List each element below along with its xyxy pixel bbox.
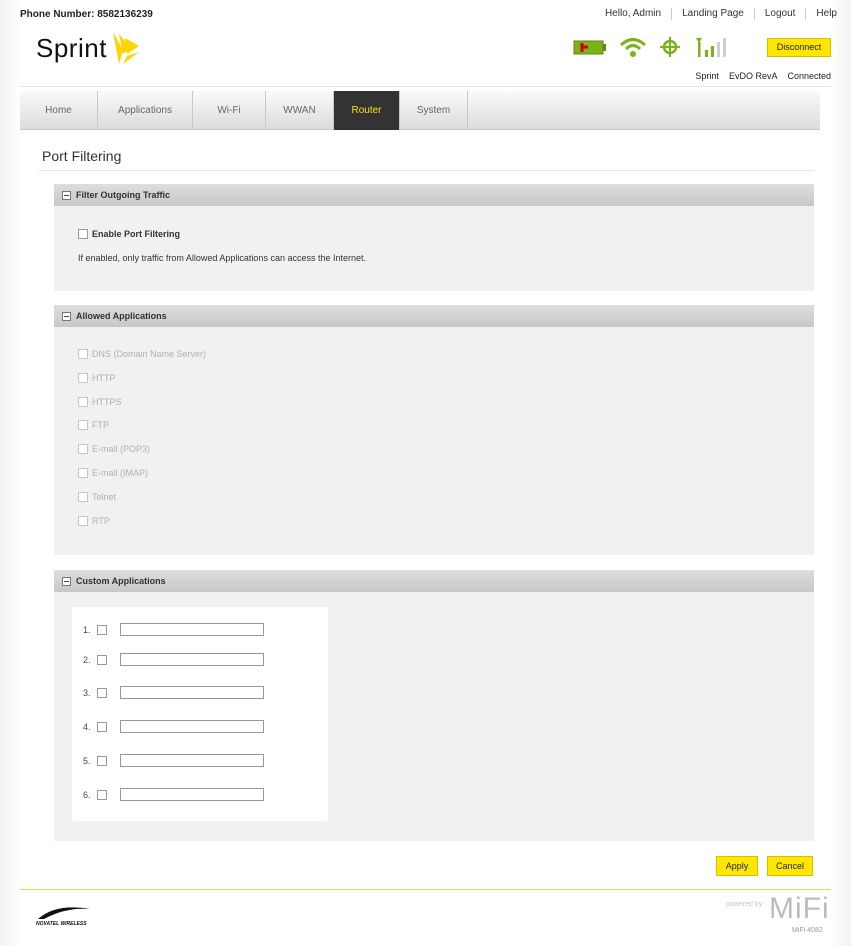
status-icons	[573, 36, 745, 58]
app-https-row	[78, 397, 122, 407]
row-number: 4.	[83, 721, 91, 732]
custom-input-6[interactable]	[120, 788, 264, 801]
custom-checkbox-2[interactable]	[97, 655, 107, 665]
disconnect-button[interactable]: Disconnect	[767, 38, 831, 57]
collapse-icon[interactable]	[62, 312, 71, 321]
custom-checkbox-4[interactable]	[97, 722, 107, 732]
app-http-checkbox[interactable]	[78, 373, 88, 383]
row-number: 3.	[83, 687, 91, 698]
allowed-applications-section	[54, 305, 814, 555]
app-dns-row	[78, 349, 206, 359]
enable-port-filtering-row	[78, 229, 180, 239]
custom-row-3	[83, 686, 264, 699]
app-rtp-row	[78, 516, 110, 526]
collapse-icon[interactable]	[62, 577, 71, 586]
sprint-logo	[36, 30, 141, 66]
phone-number: Phone Number: 8582136239	[20, 9, 153, 20]
custom-checkbox-5[interactable]	[97, 756, 107, 766]
app-label: FTP	[92, 420, 109, 430]
connection-state: Connected	[787, 71, 831, 81]
wifi-icon	[619, 36, 647, 58]
custom-input-3[interactable]	[120, 686, 264, 699]
section-title: Filter Outgoing Traffic	[76, 190, 170, 200]
custom-applications-box	[72, 607, 328, 821]
app-telnet-row	[78, 492, 116, 502]
tab-wifi[interactable]: Wi-Fi	[193, 91, 266, 130]
section-title: Custom Applications	[76, 576, 166, 586]
custom-row-5	[83, 754, 264, 767]
filter-description: If enabled, only traffic from Allowed Applications can access the Internet.	[78, 253, 366, 263]
filter-outgoing-header[interactable]	[54, 184, 814, 206]
custom-input-1[interactable]	[120, 623, 264, 636]
app-https-checkbox[interactable]	[78, 397, 88, 407]
gps-icon	[659, 36, 681, 58]
app-ftp-checkbox[interactable]	[78, 420, 88, 430]
app-label: HTTP	[92, 373, 116, 383]
custom-row-6	[83, 788, 264, 801]
row-number: 6.	[83, 789, 91, 800]
app-imap-checkbox[interactable]	[78, 468, 88, 478]
signal-icon	[693, 36, 733, 58]
tab-wwan[interactable]: WWAN	[266, 91, 334, 130]
header-divider	[20, 86, 831, 87]
app-label: E-mail (POP3)	[92, 444, 151, 454]
novatel-logo-text: NOVATEL WIRELESS	[36, 921, 87, 927]
app-dns-checkbox[interactable]	[78, 349, 88, 359]
greeting: Hello, Admin	[604, 8, 662, 19]
top-bar	[0, 0, 851, 26]
battery-icon	[573, 38, 607, 56]
custom-row-2	[83, 653, 264, 666]
app-ftp-row	[78, 420, 109, 430]
row-number: 1.	[83, 624, 91, 635]
logo-text: Sprint	[36, 32, 107, 63]
app-label: RTP	[92, 516, 110, 526]
app-label: E-mail (IMAP)	[92, 468, 148, 478]
custom-checkbox-1[interactable]	[97, 625, 107, 635]
app-imap-row	[78, 468, 148, 478]
top-links	[595, 8, 847, 20]
custom-row-4	[83, 720, 264, 733]
custom-checkbox-3[interactable]	[97, 688, 107, 698]
app-telnet-checkbox[interactable]	[78, 492, 88, 502]
custom-input-5[interactable]	[120, 754, 264, 767]
tab-applications[interactable]: Applications	[98, 91, 193, 130]
page-title: Port Filtering	[42, 148, 122, 164]
tab-home[interactable]: Home	[20, 91, 98, 130]
custom-applications-section	[54, 570, 814, 841]
logout-link[interactable]: Logout	[754, 8, 806, 20]
enable-port-filtering-checkbox[interactable]	[78, 229, 88, 239]
app-label: Telnet	[92, 492, 117, 502]
tab-router[interactable]: Router	[334, 91, 400, 130]
powered-by-text: powered by	[726, 901, 763, 908]
custom-applications-header[interactable]	[54, 570, 814, 592]
app-pop3-checkbox[interactable]	[78, 444, 88, 454]
landing-page-link[interactable]: Landing Page	[671, 8, 754, 20]
section-title: Allowed Applications	[76, 311, 167, 321]
collapse-icon[interactable]	[62, 191, 71, 200]
row-number: 2.	[83, 654, 91, 665]
sprint-wing-icon	[109, 30, 141, 66]
app-http-row	[78, 373, 116, 383]
footer-divider	[20, 889, 831, 890]
allowed-applications-header[interactable]	[54, 305, 814, 327]
network-type: EvDO RevA	[728, 71, 778, 81]
main-nav	[20, 91, 820, 130]
help-link[interactable]: Help	[805, 8, 847, 20]
apply-button[interactable]: Apply	[716, 856, 758, 876]
cancel-button[interactable]: Cancel	[767, 856, 813, 876]
tab-system[interactable]: System	[400, 91, 468, 130]
custom-input-2[interactable]	[120, 653, 264, 666]
custom-checkbox-6[interactable]	[97, 790, 107, 800]
app-rtp-checkbox[interactable]	[78, 516, 88, 526]
mifi-logo: MiFi	[769, 892, 830, 925]
checkbox-label: Enable Port Filtering	[92, 229, 181, 239]
title-divider	[38, 170, 814, 171]
row-number: 5.	[83, 755, 91, 766]
app-label: HTTPS	[92, 397, 122, 407]
app-label: DNS (Domain Name Server)	[92, 349, 207, 359]
app-pop3-row	[78, 444, 150, 454]
novatel-swoosh-icon	[36, 905, 92, 921]
carrier-name: Sprint	[695, 71, 719, 81]
filter-outgoing-section	[54, 184, 814, 291]
mifi-model: MiFi 4082	[792, 927, 823, 934]
connection-status	[695, 71, 831, 81]
custom-input-4[interactable]	[120, 720, 264, 733]
custom-row-1	[83, 623, 264, 636]
